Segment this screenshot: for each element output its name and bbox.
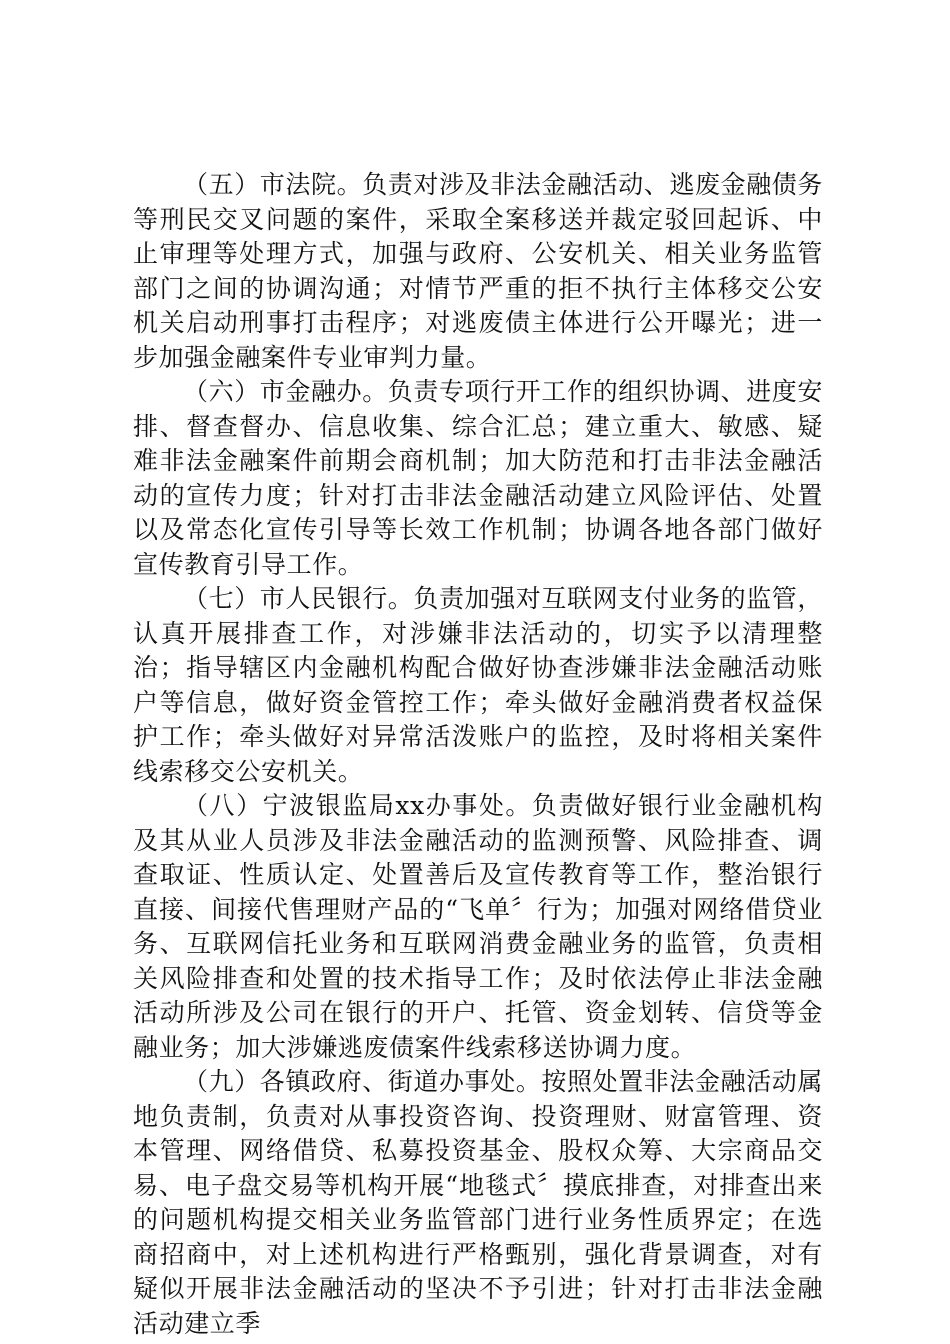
document-body [133, 168, 823, 1341]
paragraph-city-court: （五）市法院。负责对涉及非法金融活动、逃废金融债务等刑民交叉问题的案件，采取全案移送并裁定驳回起诉、中止审理等处理方式，加强与政府、公安机关、相关业务监管部门之间的协调沟通；对情节严重的拒不执行主体移交公安机关启动刑事打击程序；对逃废债主体进行公开曝光；进一步加强金融案件专业审判力量。 [133, 170, 824, 372]
paragraph-peoples-bank: （七）市人民银行。负责加强对互联网支付业务的监管，认真开展排查工作，对涉嫌非法活动的，切实予以清理整治；指导辖区内金融机构配合做好协查涉嫌非法金融活动账户等信息，做好资金管控工作；牵头做好金融消费者权益保护工作；牵头做好对异常活泼账户的监控，及时将相关案件线索移交公安机关。 [133, 584, 824, 786]
paragraph-town-governments: （九）各镇政府、街道办事处。按照处置非法金融活动属地负责制，负责对从事投资咨询、投资理财、财富管理、资本管理、网络借贷、私募投资基金、股权众筹、大宗商品交易、电子盘交易等机构开展“地毯式〞摸底排查，对排查出来的问题机构提交相关业务监管部门进行业务性质界定；在选商招商中，对上述机构进行严格甄别，强化背景调查，对有疑似开展非法金融活动的坚决不予引进；针对打击非法金融活动建立季 [133, 1067, 824, 1338]
paragraph-banking-regulator: （八）宁波银监局xx办事处。负责做好银行业金融机构及其从业人员涉及非法金融活动的监测预警、风险排查、调查取证、性质认定、处置善后及宣传教育等工作，整治银行直接、间接代售理财产品的“飞单〞行为；加强对网络借贷业务、互联网信托业务和互联网消费金融业务的监管，负责相关风险排查和处置的技术指导工作；及时依法停止非法金融活动所涉及公司在银行的开户、托管、资金划转、信贷等金融业务；加大涉嫌逃废债案件线索移送协调力度。 [133, 791, 823, 1062]
paragraph-finance-office: （六）市金融办。负责专项行开工作的组织协调、进度安排、督查督办、信息收集、综合汇总；建立重大、敏感、疑难非法金融案件前期会商机制；加大防范和打击非法金融活动的宣传力度；针对打击非法金融活动建立风险评估、处置以及常态化宣传引导等长效工作机制；协调各地各部门做好宣传教育引导工作。 [133, 377, 824, 579]
